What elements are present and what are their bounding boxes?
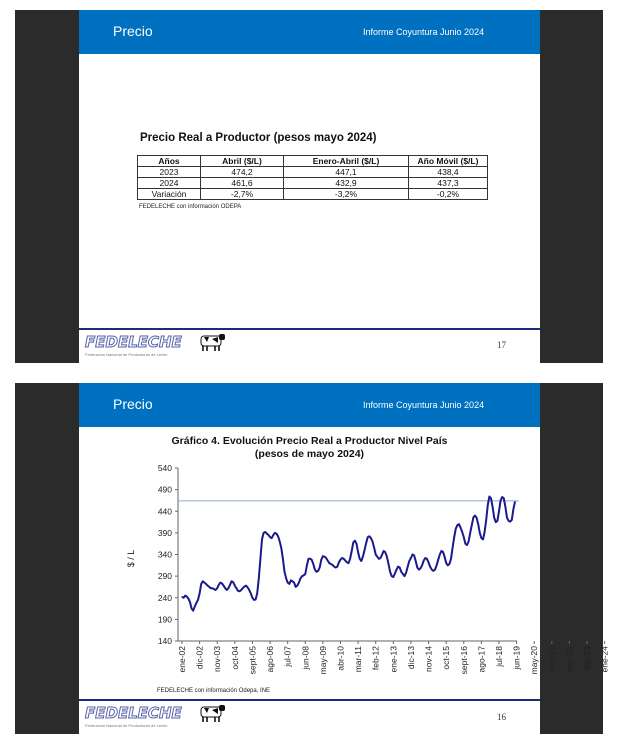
logo-subtitle: Federación Nacional de Productores de Leche <box>85 352 168 357</box>
page-panel-top <box>15 10 603 363</box>
data-point <box>398 566 399 567</box>
data-point <box>474 515 475 516</box>
data-point <box>196 602 197 603</box>
data-point <box>342 557 343 558</box>
data-point <box>434 569 435 570</box>
x-tick-label: jun-08 <box>300 646 311 670</box>
x-tick-label: feb-23 <box>582 646 593 671</box>
data-point <box>213 589 214 590</box>
data-point <box>297 585 298 586</box>
data-point <box>231 581 232 582</box>
data-point <box>367 537 368 538</box>
x-tick-label: jul-18 <box>493 646 504 667</box>
data-point <box>473 517 474 518</box>
slide-header <box>79 10 540 54</box>
data-point <box>322 556 323 557</box>
data-point <box>223 585 224 586</box>
x-tick-label: sept-05 <box>247 646 258 675</box>
data-point <box>457 525 458 526</box>
data-point <box>362 556 363 557</box>
data-point <box>340 559 341 560</box>
data-point <box>319 567 320 568</box>
data-point <box>332 564 333 565</box>
data-point <box>351 550 352 551</box>
slide-section-title: Precio <box>113 23 153 39</box>
data-point <box>490 498 491 499</box>
data-point <box>209 586 210 587</box>
data-point <box>316 571 317 572</box>
data-point <box>308 558 309 559</box>
data-point <box>372 541 373 542</box>
data-point <box>324 556 325 557</box>
data-point <box>506 517 507 518</box>
table-row <box>138 167 488 178</box>
fedeleche-logo <box>85 705 195 731</box>
data-point <box>335 567 336 568</box>
data-point <box>239 591 240 592</box>
price-series-line <box>182 497 515 611</box>
x-tick-label: dic-13 <box>405 646 416 670</box>
logo-subtitle: Federación Nacional de Productores de Leche <box>85 723 168 728</box>
table-cell: 432,9 <box>284 178 409 189</box>
data-point <box>260 558 261 559</box>
data-point <box>330 563 331 564</box>
y-tick-label: 340 <box>157 549 172 560</box>
data-point <box>202 581 203 582</box>
x-tick-label: dic-02 <box>194 646 205 670</box>
data-point <box>249 589 250 590</box>
data-point <box>431 569 432 570</box>
x-tick-label: ago-06 <box>265 646 276 673</box>
data-point <box>270 537 271 538</box>
x-tick-label: oct-15 <box>441 646 452 670</box>
x-tick-label: nov-14 <box>423 646 434 672</box>
data-point <box>215 589 216 590</box>
data-point <box>286 578 287 579</box>
table-cell: 438,4 <box>409 167 488 178</box>
table-cell: 447,1 <box>284 167 409 178</box>
data-point <box>442 551 443 552</box>
data-point <box>354 540 355 541</box>
data-point <box>481 538 482 539</box>
data-point <box>236 588 237 589</box>
data-point <box>284 571 285 572</box>
data-point <box>447 565 448 566</box>
data-point <box>338 562 339 563</box>
chart-title: Gráfico 4. Evolución Precio Real a Productor Nivel País <box>171 435 448 447</box>
data-point <box>218 584 219 585</box>
data-point <box>382 554 383 555</box>
data-point <box>241 589 242 590</box>
plot-area <box>178 496 519 611</box>
y-tick-label: 540 <box>157 463 172 473</box>
data-point <box>374 547 375 548</box>
price-table <box>137 155 488 200</box>
chart-source-note: FEDELECHE con información Odepa, INE <box>157 688 271 694</box>
data-point <box>508 520 509 521</box>
data-point <box>327 560 328 561</box>
x-tick-label: mar-11 <box>353 646 364 673</box>
data-point <box>484 531 485 532</box>
table-cell: 461,6 <box>201 178 284 189</box>
data-point <box>281 547 282 548</box>
chart-subtitle: (pesos de mayo 2024) <box>254 448 365 460</box>
x-tick-label: sept-16 <box>458 646 469 675</box>
data-point <box>460 527 461 528</box>
data-point <box>233 582 234 583</box>
data-point <box>425 557 426 558</box>
data-point <box>426 558 427 559</box>
data-point <box>305 573 306 574</box>
data-point <box>290 580 291 581</box>
x-tick-label: ene-02 <box>177 646 187 673</box>
data-point <box>337 566 338 567</box>
footer-divider <box>79 699 540 701</box>
data-point <box>492 506 493 507</box>
data-point <box>399 567 400 568</box>
y-tick-label: 440 <box>157 506 172 517</box>
slide-report-title: Informe Coyuntura Junio 2024 <box>363 400 485 410</box>
y-tick-label: 490 <box>157 484 172 495</box>
table-cell: Variación <box>138 189 201 200</box>
data-point <box>410 557 411 558</box>
data-point <box>415 560 416 561</box>
data-point <box>321 559 322 560</box>
data-point <box>276 533 277 534</box>
data-point <box>479 532 480 533</box>
table-cell: -2,7% <box>201 189 284 200</box>
data-point <box>210 588 211 589</box>
data-point <box>298 582 299 583</box>
table-cell: 2023 <box>138 167 201 178</box>
data-point <box>253 599 254 600</box>
data-point <box>255 599 256 600</box>
data-point <box>388 563 389 564</box>
x-tick-label: ene-24 <box>599 646 610 673</box>
data-point <box>369 536 370 537</box>
data-point <box>391 576 392 577</box>
column-header: Abril ($/L) <box>201 156 284 167</box>
data-point <box>313 563 314 564</box>
data-point <box>257 593 258 594</box>
data-point <box>465 543 466 544</box>
page-number: 16 <box>497 712 506 722</box>
data-point <box>265 531 266 532</box>
data-point <box>361 560 362 561</box>
data-point <box>482 539 483 540</box>
x-tick-label: may-20 <box>529 646 540 675</box>
data-point <box>505 506 506 507</box>
page-number: 17 <box>497 340 506 350</box>
data-point <box>282 558 283 559</box>
x-tick-label: ago-17 <box>476 646 487 673</box>
data-point <box>193 610 194 611</box>
data-point <box>495 522 496 523</box>
data-point <box>334 566 335 567</box>
slide-report-title: Informe Coyuntura Junio 2024 <box>363 27 485 37</box>
data-point <box>502 496 503 497</box>
data-point <box>212 588 213 589</box>
data-point <box>510 521 511 522</box>
y-tick-label: 390 <box>157 527 172 538</box>
data-point <box>470 532 471 533</box>
data-point <box>302 576 303 577</box>
y-tick-label: 140 <box>157 636 172 646</box>
data-point <box>441 550 442 551</box>
data-point <box>221 583 222 584</box>
data-point <box>380 557 381 558</box>
data-point <box>225 588 226 589</box>
data-point <box>343 558 344 559</box>
y-axis <box>158 463 178 646</box>
data-point <box>273 534 274 535</box>
table-source-note: FEDELECHE con información ODEPA <box>139 204 242 210</box>
data-point <box>353 542 354 543</box>
data-point <box>295 586 296 587</box>
data-point <box>452 547 453 548</box>
data-point <box>345 560 346 561</box>
data-point <box>217 588 218 589</box>
table-cell: 2024 <box>138 178 201 189</box>
data-point <box>234 585 235 586</box>
x-tick-label: oct-04 <box>229 646 240 670</box>
data-point <box>500 500 501 501</box>
slide-section-title: Precio <box>113 396 153 412</box>
data-point <box>247 587 248 588</box>
column-header: Años <box>138 156 201 167</box>
data-point <box>439 554 440 555</box>
x-axis <box>177 641 610 674</box>
data-point <box>458 524 459 525</box>
table-title: Precio Real a Productor (pesos mayo 2024) <box>140 132 377 144</box>
data-point <box>292 581 293 582</box>
data-point <box>326 557 327 558</box>
data-point <box>386 556 387 557</box>
data-point <box>404 576 405 577</box>
data-point <box>383 550 384 551</box>
data-point <box>310 558 311 559</box>
data-point <box>274 532 275 533</box>
footer-divider <box>79 328 540 330</box>
data-point <box>396 569 397 570</box>
data-point <box>487 504 488 505</box>
x-tick-label: jun-19 <box>511 646 522 670</box>
data-point <box>455 528 456 529</box>
data-point <box>489 496 490 497</box>
table-row <box>138 178 488 189</box>
data-point <box>476 517 477 518</box>
data-point <box>366 543 367 544</box>
data-point <box>228 588 229 589</box>
y-tick-label: 240 <box>157 592 172 603</box>
data-point <box>418 569 419 570</box>
data-point <box>503 498 504 499</box>
data-point <box>359 558 360 559</box>
data-point <box>454 537 455 538</box>
logo-text: FEDELECHE <box>85 704 182 722</box>
data-point <box>514 501 515 502</box>
x-tick-label: abr-10 <box>335 646 346 671</box>
data-point <box>486 519 487 520</box>
cow-icon <box>197 331 227 353</box>
data-point <box>181 596 182 597</box>
data-point <box>375 554 376 555</box>
data-point <box>370 538 371 539</box>
data-point <box>497 520 498 521</box>
data-point <box>201 583 202 584</box>
data-point <box>294 582 295 583</box>
x-tick-label: abr-21 <box>546 646 557 671</box>
data-point <box>199 593 200 594</box>
data-point <box>278 536 279 537</box>
data-point <box>229 584 230 585</box>
table-cell: 474,2 <box>201 167 284 178</box>
slide-16 <box>79 383 610 734</box>
data-point <box>478 524 479 525</box>
data-point <box>449 563 450 564</box>
data-point <box>417 567 418 568</box>
data-point <box>471 525 472 526</box>
data-point <box>428 562 429 563</box>
data-point <box>194 606 195 607</box>
data-point <box>185 595 186 596</box>
data-point <box>245 585 246 586</box>
data-point <box>513 509 514 510</box>
data-point <box>261 539 262 540</box>
data-point <box>244 586 245 587</box>
data-point <box>279 541 280 542</box>
data-point <box>207 585 208 586</box>
data-point <box>271 538 272 539</box>
data-point <box>401 571 402 572</box>
data-point <box>306 565 307 566</box>
data-point <box>311 559 312 560</box>
data-point <box>350 558 351 559</box>
data-point <box>438 559 439 560</box>
page-panel-bottom <box>15 383 610 734</box>
x-tick-label: jul-07 <box>282 646 293 667</box>
data-point <box>511 519 512 520</box>
table-cell: 437,3 <box>409 178 488 189</box>
data-point <box>393 576 394 577</box>
data-point <box>186 596 187 597</box>
data-point <box>378 558 379 559</box>
data-point <box>412 554 413 555</box>
fedeleche-logo <box>85 334 195 360</box>
logo-text: FEDELECHE <box>85 333 182 351</box>
data-point <box>446 563 447 564</box>
data-point <box>250 593 251 594</box>
table-header-row <box>138 156 488 167</box>
data-point <box>348 563 349 564</box>
data-point <box>205 583 206 584</box>
data-point <box>409 560 410 561</box>
data-point <box>414 555 415 556</box>
data-point <box>268 534 269 535</box>
data-point <box>220 582 221 583</box>
data-point <box>466 544 467 545</box>
column-header: Año Móvil ($/L) <box>409 156 488 167</box>
data-point <box>364 550 365 551</box>
data-point <box>498 511 499 512</box>
data-point <box>189 602 190 603</box>
table-cell: -0,2% <box>409 189 488 200</box>
data-point <box>444 556 445 557</box>
data-point <box>287 582 288 583</box>
table-row <box>138 189 488 200</box>
data-point <box>346 562 347 563</box>
data-point <box>462 531 463 532</box>
data-point <box>463 537 464 538</box>
data-point <box>402 573 403 574</box>
price-line-chart <box>79 383 610 683</box>
data-point <box>385 552 386 553</box>
x-tick-label: may-09 <box>317 646 328 675</box>
data-point <box>436 565 437 566</box>
data-point <box>258 578 259 579</box>
y-axis-label: $ / L <box>126 549 136 568</box>
data-point <box>433 570 434 571</box>
data-point <box>406 572 407 573</box>
data-point <box>226 589 227 590</box>
y-tick-label: 190 <box>157 614 172 625</box>
data-point <box>422 565 423 566</box>
column-header: Enero-Abril ($/L) <box>284 156 409 167</box>
data-point <box>318 570 319 571</box>
data-point <box>242 588 243 589</box>
data-point <box>407 566 408 567</box>
data-point <box>204 582 205 583</box>
data-point <box>188 598 189 599</box>
data-point <box>420 568 421 569</box>
data-point <box>390 571 391 572</box>
data-point <box>289 583 290 584</box>
data-point <box>263 532 264 533</box>
data-point <box>266 533 267 534</box>
data-point <box>183 597 184 598</box>
data-point <box>377 556 378 557</box>
table-cell: -3,2% <box>284 189 409 200</box>
y-tick-label: 290 <box>157 571 172 582</box>
data-point <box>394 573 395 574</box>
data-point <box>468 541 469 542</box>
x-tick-label: ene-13 <box>388 646 399 673</box>
data-point <box>314 569 315 570</box>
data-point <box>450 558 451 559</box>
data-point <box>358 552 359 553</box>
x-tick-label: nov-03 <box>212 646 223 672</box>
data-point <box>423 560 424 561</box>
data-point <box>197 599 198 600</box>
cow-icon <box>197 702 227 724</box>
slide-17 <box>79 10 540 363</box>
data-point <box>252 597 253 598</box>
x-tick-label: mar-22 <box>564 646 575 673</box>
data-point <box>494 517 495 518</box>
data-point <box>303 575 304 576</box>
data-point <box>191 608 192 609</box>
data-point <box>237 590 238 591</box>
data-point <box>329 563 330 564</box>
x-tick-label: feb-12 <box>370 646 381 671</box>
data-point <box>356 543 357 544</box>
data-point <box>300 578 301 579</box>
data-point <box>430 566 431 567</box>
